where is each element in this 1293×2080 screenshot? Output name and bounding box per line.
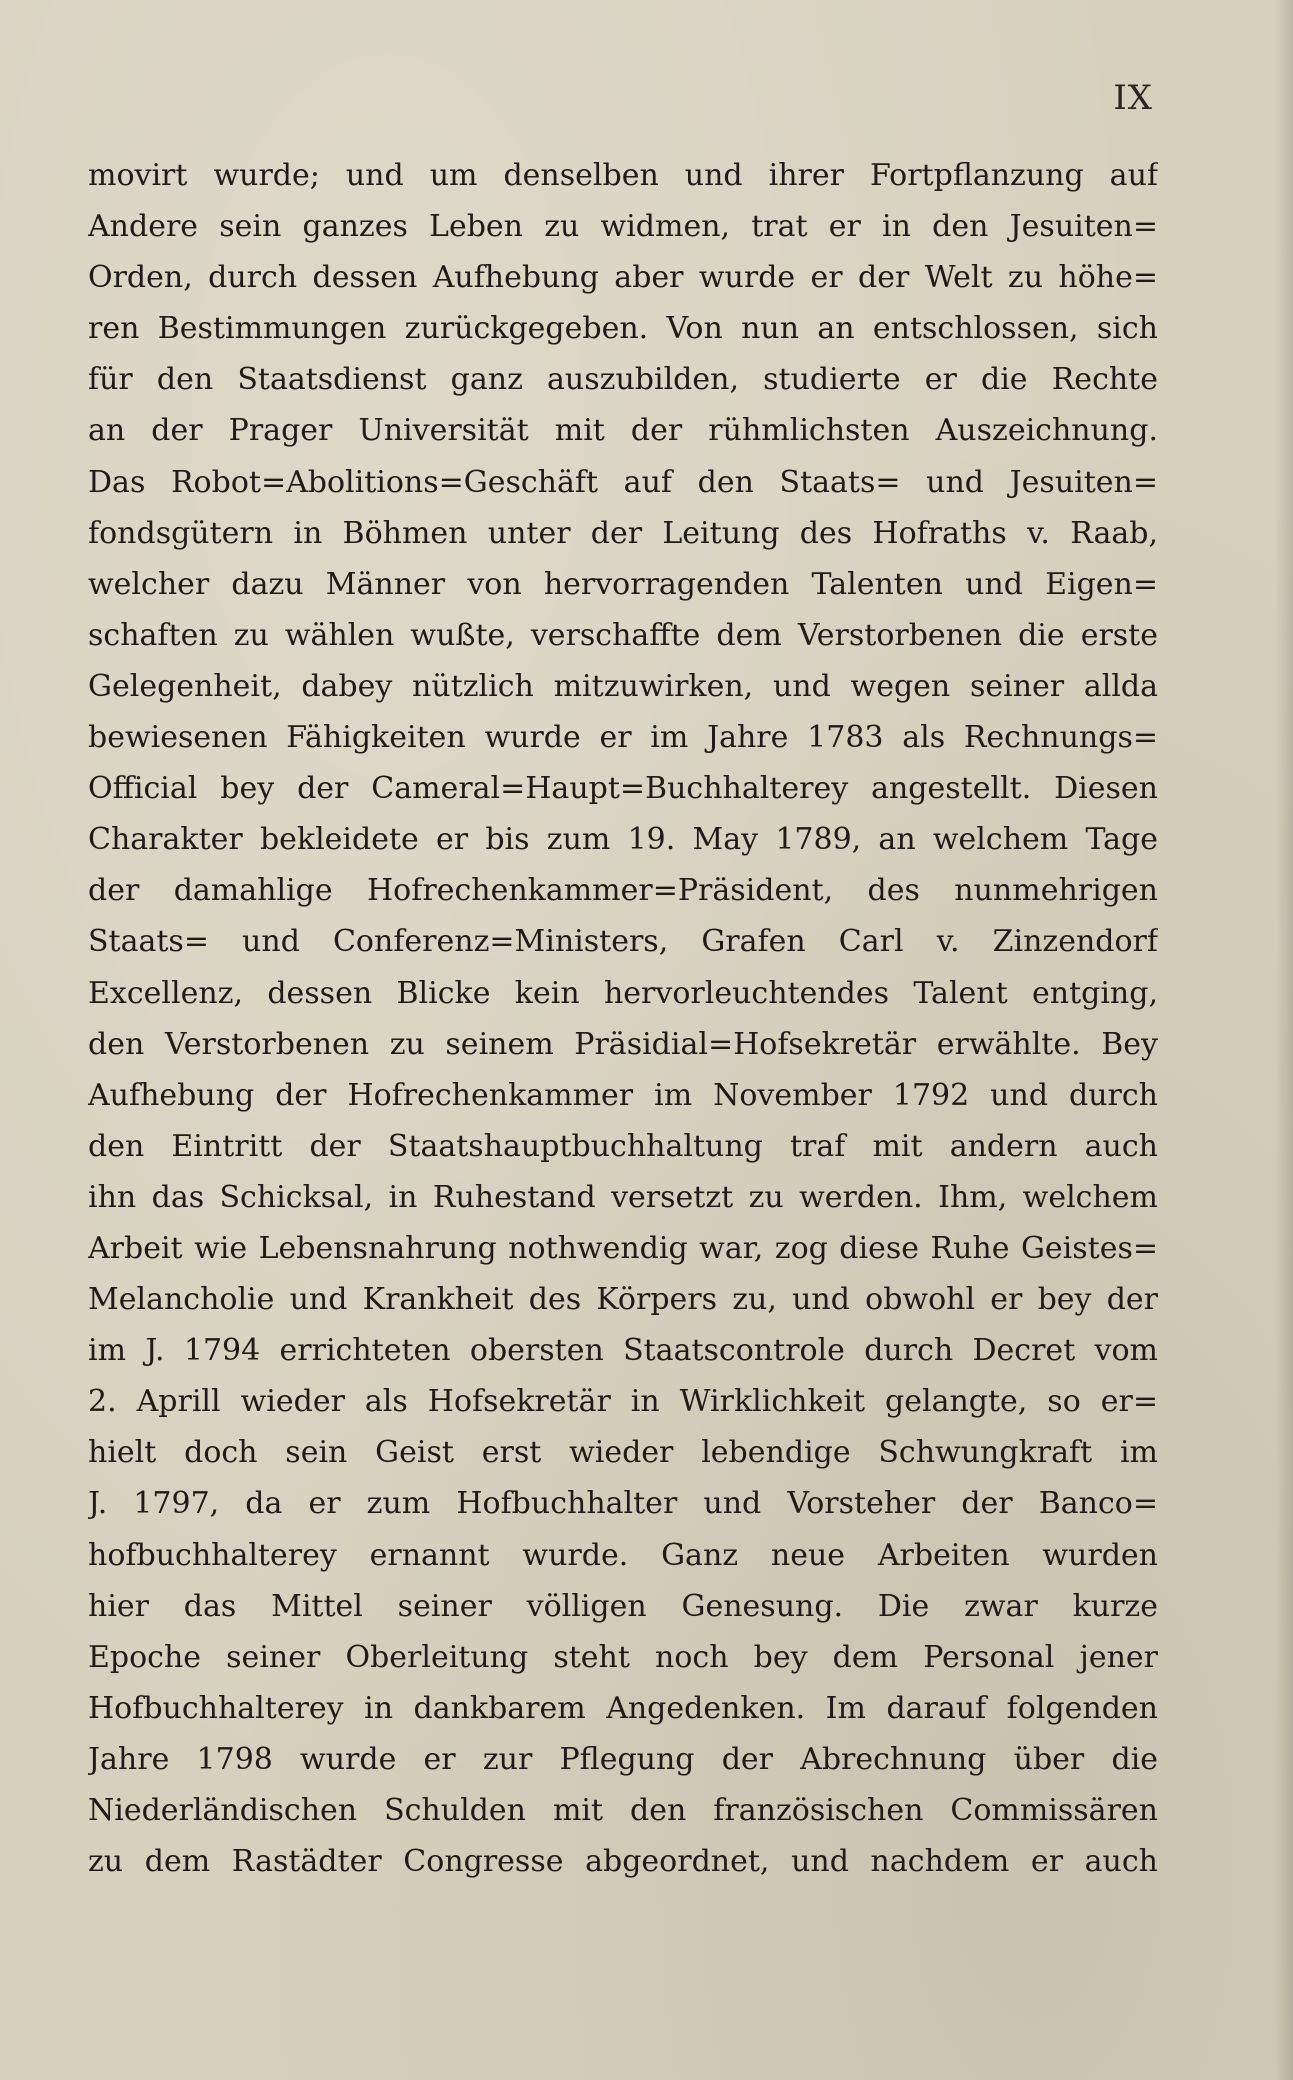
text-line-26: hielt doch sein Geist erst wieder lebendige Schwungkraft im — [88, 1435, 1158, 1471]
text-line-25: 2. Aprill wieder als Hofsekretär in Wirklichkeit gelangte, so er= — [88, 1384, 1158, 1420]
text-line-6: an der Prager Universität mit der rühmlichsten Auszeichnung. — [88, 413, 1158, 449]
text-line-4: ren Bestimmungen zurückgegeben. Von nun an entschlossen, sich — [88, 311, 1158, 347]
text-line-13: Official bey der Cameral=Haupt=Buchhalterey angestellt. Diesen — [88, 771, 1158, 807]
text-line-34: zu dem Rastädter Congresse abgeordnet, und nachdem er auch — [88, 1844, 1158, 1880]
text-line-10: schaften zu wählen wußte, verschaffte dem Verstorbenen die erste — [88, 617, 1158, 653]
text-line-31: Hofbuchhalterey in dankbarem Angedenken. Im darauf folgenden — [88, 1690, 1158, 1726]
text-line-27: J. 1797, da er zum Hofbuchhalter und Vorsteher der Banco= — [88, 1486, 1158, 1522]
text-line-18: den Verstorbenen zu seinem Präsidial=Hofsekretär erwählte. Bey — [88, 1026, 1158, 1062]
text-line-2: Andere sein ganzes Leben zu widmen, trat er in den Jesuiten= — [88, 209, 1158, 245]
text-line-32: Jahre 1798 wurde er zur Pflegung der Abrechnung über die — [88, 1741, 1158, 1777]
text-line-3: Orden, durch dessen Aufhebung aber wurde er der Welt zu höhe= — [88, 260, 1158, 296]
text-line-11: Gelegenheit, dabey nützlich mitzuwirken, und wegen seiner allda — [88, 668, 1158, 704]
text-line-29: hier das Mittel seiner völligen Genesung. Die zwar kurze — [88, 1588, 1158, 1624]
text-line-21: ihn das Schicksal, in Ruhestand versetzt zu werden. Ihm, welchem — [88, 1179, 1158, 1215]
text-line-30: Epoche seiner Oberleitung steht noch bey dem Personal jener — [88, 1639, 1158, 1675]
text-line-7: Das Robot=Abolitions=Geschäft auf den Staats= und Jesuiten= — [88, 464, 1158, 500]
text-line-20: den Eintritt der Staatshauptbuchhaltung traf mit andern auch — [88, 1128, 1158, 1164]
body-text — [88, 150, 1158, 1887]
text-line-15: der damahlige Hofrechenkammer=Präsident, des nunmehrigen — [88, 873, 1158, 909]
text-line-17: Excellenz, dessen Blicke kein hervorleuchtendes Talent entging, — [88, 975, 1158, 1011]
text-line-22: Arbeit wie Lebensnahrung nothwendig war, zog diese Ruhe Geistes= — [88, 1230, 1158, 1266]
text-line-9: welcher dazu Männer von hervorragenden Talenten und Eigen= — [88, 566, 1158, 602]
page-edge-shadow — [1275, 0, 1293, 2080]
text-line-28: hofbuchhalterey ernannt wurde. Ganz neue Arbeiten wurden — [88, 1537, 1158, 1573]
page-number: IX — [1113, 78, 1153, 118]
text-line-24: im J. 1794 errichteten obersten Staatscontrole durch Decret vom — [88, 1333, 1158, 1369]
text-line-33: Niederländischen Schulden mit den französischen Commissären — [88, 1793, 1158, 1828]
text-line-8: fondsgütern in Böhmen unter der Leitung des Hofraths v. Raab, — [88, 515, 1158, 551]
text-line-23: Melancholie und Krankheit des Körpers zu, und obwohl er bey der — [88, 1282, 1158, 1318]
text-line-12: bewiesenen Fähigkeiten wurde er im Jahre 1783 als Rechnungs= — [88, 720, 1158, 756]
text-line-19: Aufhebung der Hofrechenkammer im November 1792 und durch — [88, 1077, 1158, 1113]
text-line-16: Staats= und Conferenz=Ministers, Grafen Carl v. Zinzendorf — [88, 924, 1158, 960]
text-line-1: movirt wurde; und um denselben und ihrer Fortpflanzung auf — [88, 158, 1158, 193]
text-line-14: Charakter bekleidete er bis zum 19. May 1789, an welchem Tage — [88, 822, 1158, 858]
text-line-5: für den Staatsdienst ganz auszubilden, studierte er die Rechte — [88, 362, 1158, 398]
